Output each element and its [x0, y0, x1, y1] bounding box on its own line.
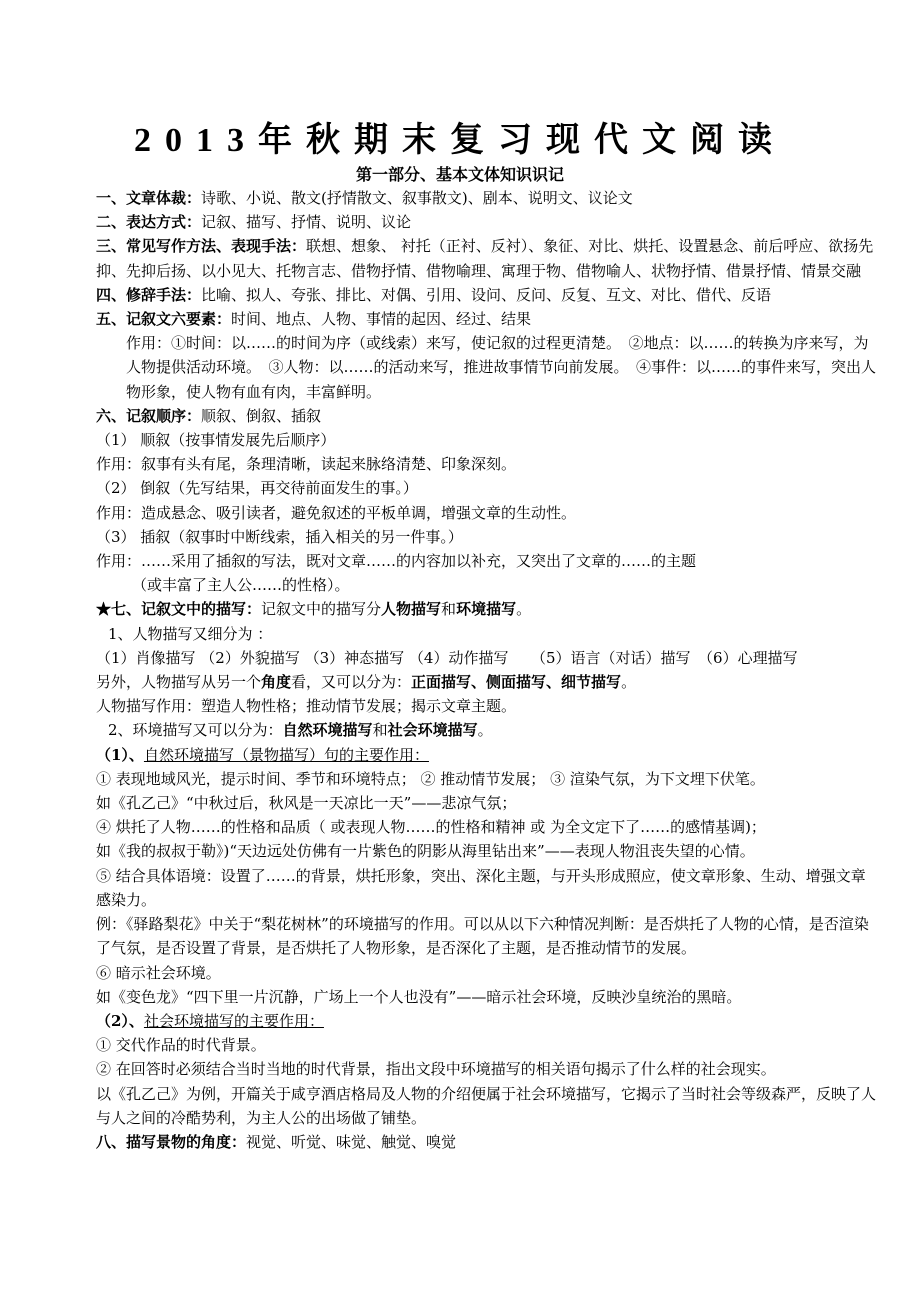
- text-bold: 正面描写、侧面描写、细节描写: [411, 673, 622, 692]
- text-bold: 角度: [261, 673, 292, 692]
- line: （2） 倒叙（先写结果，再交待前面发生的事。）: [96, 479, 418, 498]
- paragraph-techniques: [96, 234, 876, 282]
- heading: 三、常见写作方法、表现手法：: [96, 237, 307, 256]
- page-title: 2013年秋期末复习现代文阅读: [134, 122, 786, 159]
- text: 。: [516, 600, 532, 619]
- paragraph-six-elements-effect: 作用：①时间：以……的时间为序（或线索）来写，使记叙的过程更清楚。 ②地点：以……的转换为序来写，为人物提供活动环境。 ③人物：以……的活动来写，推进故事情节向前发展。 ④事件：以……的事件来写，突出人物形象，使人物有血有肉，丰富鲜明。: [126, 334, 877, 401]
- line: ② 在回答时必须结合当时当地的时代背景，指出文段中环境描写的相关语句揭示了什么样的社会现实。: [96, 1060, 776, 1079]
- line: 人物描写作用：塑造人物性格；推动情节发展；揭示文章主题。: [96, 697, 517, 716]
- heading: 六、记叙顺序：: [96, 406, 202, 425]
- paragraph-rhetoric: [96, 283, 876, 307]
- heading: 一、文章体裁：: [96, 189, 202, 207]
- line: ⑥ 暗示社会环境。: [96, 963, 221, 982]
- text-underlined: 社会环境描写的主要作用：: [143, 1011, 324, 1030]
- line: ④ 烘托了人物……的性格和品质（ 或表现人物……的性格和精神 或 为全文定下了……的感情基调)；: [96, 818, 766, 837]
- paragraph-six-elements: [96, 307, 876, 331]
- line: 如《孔乙己》“中秋过后，秋风是一天凉比一天”——悲凉气氛；: [96, 794, 517, 813]
- line: [96, 718, 876, 742]
- text: 顺叙、倒叙、插叙: [201, 406, 322, 425]
- text: 记叙文中的描写分: [261, 600, 382, 619]
- line: 作用：……采用了插叙的写法，既对文章……的内容加以补充，又突出了文章的……的主题: [96, 552, 697, 571]
- text: 。: [621, 673, 637, 692]
- heading: 二、表达方式：: [96, 213, 202, 232]
- document-body: [96, 186, 876, 1154]
- text: 和: [441, 600, 457, 619]
- text-bold: （1）、: [96, 745, 144, 764]
- line: （1） 顺叙（按事情发展先后顺序）: [96, 431, 336, 450]
- paragraph-genres: [96, 186, 876, 210]
- line: 例：《驿路梨花》中关于“梨花树林”的环境描写的作用。可以从以下六种情况判断：是否烘托了人物的心情，是否渲染了气氛，是否设置了背景，是否烘托了人物形象，是否深化了主题，是否推动情节的发展。: [96, 915, 869, 958]
- text: 和: [372, 721, 388, 740]
- paragraph-description: [96, 597, 876, 621]
- text: 时间、地点、人物、事情的起因、经过、结果: [231, 310, 532, 329]
- line: [96, 1009, 876, 1033]
- line: 作用：造成悬念、吸引读者，避免叙述的平板单调，增强文章的生动性。: [96, 503, 577, 522]
- text: 。: [477, 721, 493, 740]
- text: 诗歌、小说、散文(抒情散文、叙事散文)、剧本、说明文、议论文: [201, 189, 633, 207]
- line: 1、人物描写又细分为 ：: [108, 624, 273, 643]
- text: 2、环境描写又可以分为：: [108, 721, 283, 740]
- heading: 五、记叙文六要素：: [96, 310, 232, 329]
- line: 以《孔乙己》为例，开篇关于咸亨酒店格局及人物的介绍便属于社会环境描写，它揭示了当时社会等级森严，反映了人与人之间的冷酷势利，为主人公的出场做了铺垫。: [96, 1084, 877, 1127]
- text-bold: 环境描写: [456, 600, 517, 619]
- line: [96, 743, 876, 767]
- text-bold: （2）、: [96, 1011, 144, 1030]
- paragraph-scenery-angles: [96, 1130, 876, 1154]
- text-underlined: 自然环境描写（景物描写）句的主要作用：: [143, 745, 429, 764]
- line: （1）肖像描写 （2）外貌描写 （3）神态描写 （4）动作描写 （5）语言（对话）描写 （6）心理描写: [96, 648, 798, 667]
- text: 比喻、拟人、夸张、排比、对偶、引用、设问、反问、反复、互文、对比、借代、反语: [201, 285, 772, 304]
- heading: 八、描写景物的角度：: [96, 1132, 247, 1151]
- line: 作用：叙事有头有尾，条理清晰，读起来脉络清楚、印象深刻。: [96, 455, 517, 474]
- text: 看，又可以分为：: [291, 673, 412, 692]
- heading: ★七、记叙文中的描写：: [96, 600, 262, 619]
- text: 联想、想象、 衬托（正衬、反衬）、象征、对比、烘托、设置悬念、前后呼应、欲扬先抑、先抑后扬、以小见大、托物言志、借物抒情、借物喻理、寓理于物、借物喻人、状物抒情、借景抒情、情景交融: [96, 237, 874, 280]
- line: ① 表现地域风光，提示时间、季节和环境特点； ② 推动情节发展； ③ 渲染气氛，为下文埋下伏笔。: [96, 769, 765, 788]
- line: [96, 670, 876, 694]
- section-subtitle: 第一部分、基本文体知识识记: [355, 165, 564, 184]
- paragraph-expression: [96, 210, 876, 234]
- text: 另外，人物描写从另一个: [96, 673, 262, 692]
- text-bold: 社会环境描写: [387, 721, 478, 740]
- text: 视觉、听觉、味觉、触觉、嗅觉: [246, 1132, 457, 1151]
- text: 记叙、描写、抒情、说明、议论: [201, 213, 412, 232]
- line: ① 交代作品的时代背景。: [96, 1036, 266, 1055]
- text-bold: 人物描写: [381, 600, 442, 619]
- line: ⑤ 结合具体语境：设置了……的背景，烘托形象，突出、深化主题，与开头形成照应，使文章形象、生动、增强文章感染力。: [96, 866, 866, 909]
- paragraph-narrative-order: [96, 404, 876, 428]
- line: （或丰富了主人公……的性格）。: [132, 576, 350, 595]
- heading: 四、修辞手法：: [96, 285, 202, 304]
- line: 如《我的叔叔于勒》)“天边远处仿佛有一片紫色的阴影从海里钻出来”——表现人物沮丧失望的心情。: [96, 842, 755, 861]
- line: （3） 插叙（叙事时中断线索，插入相关的另一件事。）: [96, 527, 463, 546]
- line: 如《变色龙》“四下里一片沉静，广场上一个人也没有”——暗示社会环境，反映沙皇统治的黑暗。: [96, 987, 742, 1006]
- text-bold: 自然环境描写: [282, 721, 373, 740]
